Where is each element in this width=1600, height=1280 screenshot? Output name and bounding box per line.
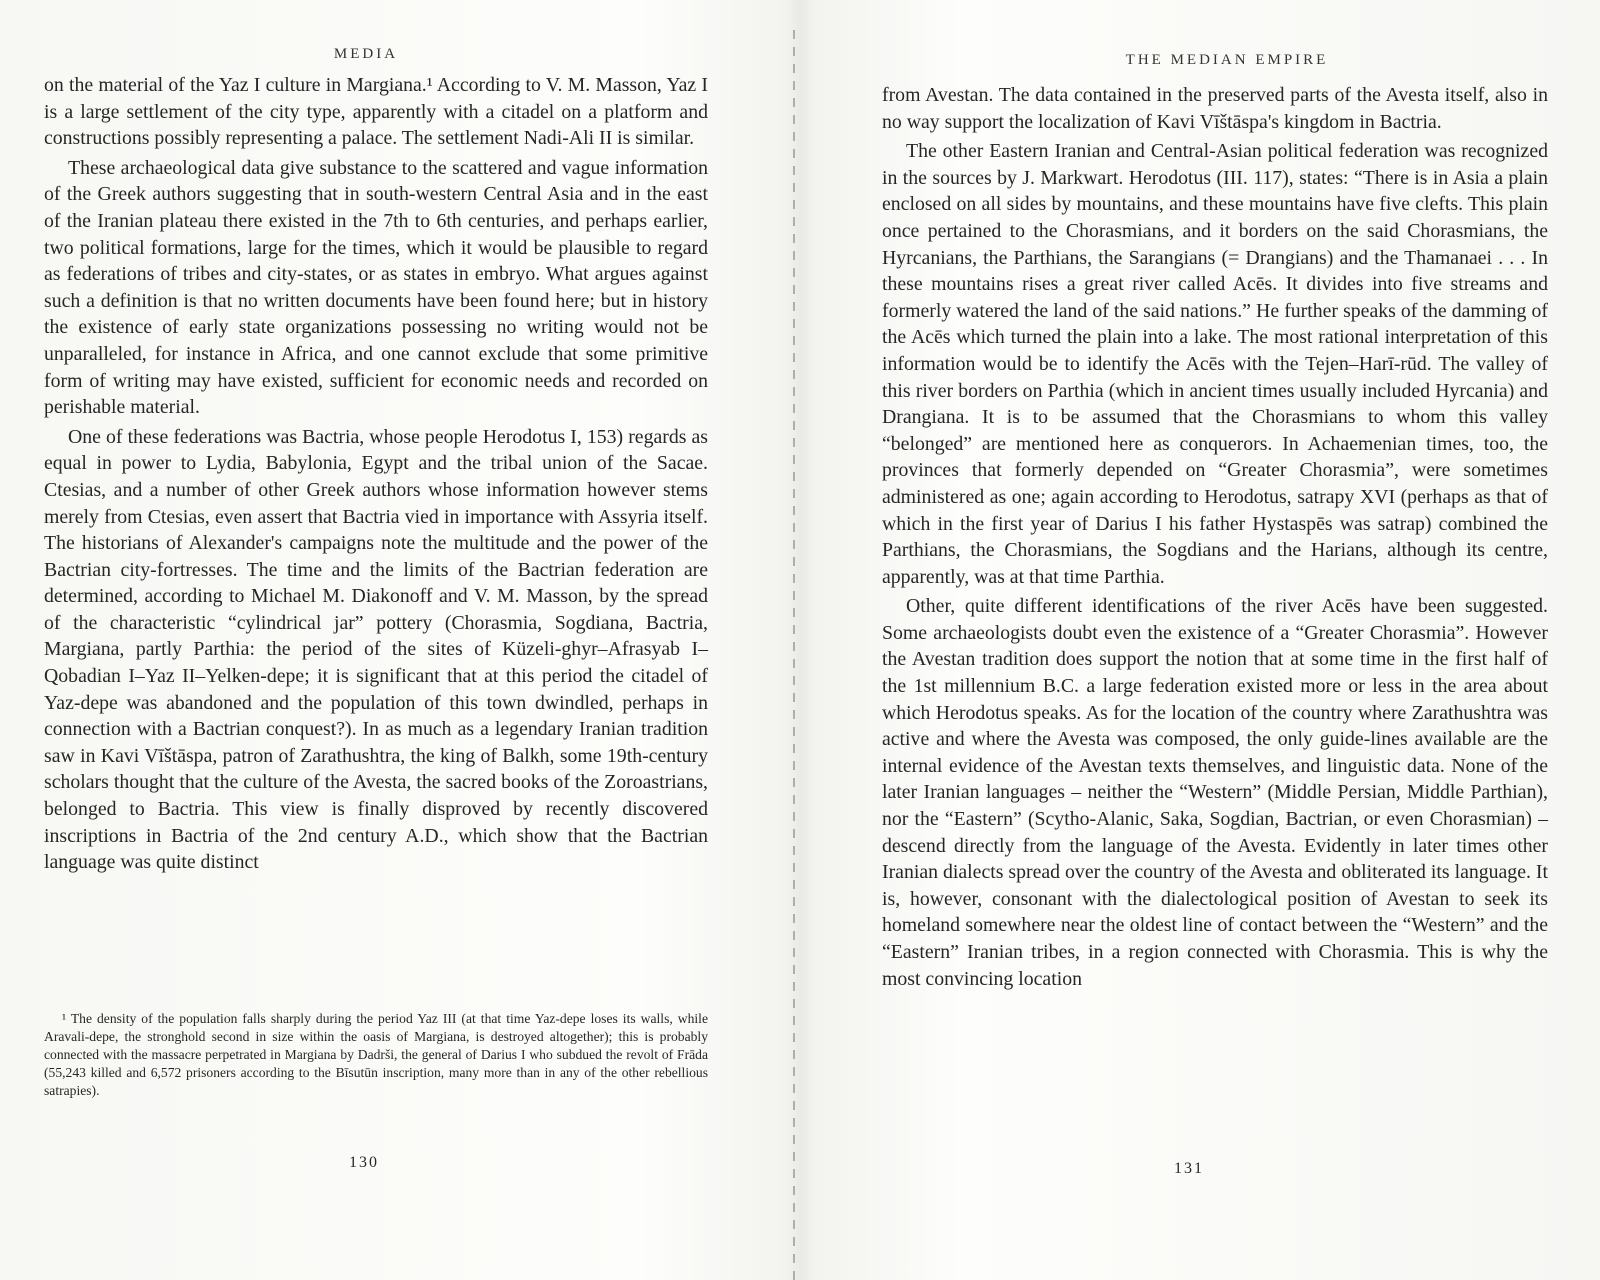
footnote: ¹ The density of the population falls sharply during the period Yaz III (at that time Yaz-depe loses its walls, while Aravali-depe, the stronghold second in size within the oasis of Margiana, is destroyed altogether); this is probably connected with the massacre perpetrated in Margiana by Dadrši, the general of Darius I who subdued the revolt of Frāda (55,243 killed and 6,572 prisoners according to the Bīsutūn inscription, many more than in any of the other rebellious satrapies). (44, 1011, 708, 1098)
paragraph: One of these federations was Bactria, whose people Herodotus I, 153) regards as equal in power to Lydia, Babylonia, Egypt and the tribal union of the Sacae. Ctesias, and a number of other Greek authors whose information however stems merely from Ctesias, even assert that Bactria vied in importance with Assyria itself. The historians of Alexander's campaigns note the multitude and the power of the Bactrian city-fortresses. The time and the limits of the Bactrian federation are determined, according to Michael M. Diakonoff and V. M. Masson, by the spread of the characteristic “cylindrical jar” pottery (Chorasmia, Sogdiana, Bactria, Margiana, partly Parthia: the period of the sites of Küzeli-ghyr–Afrasyab I–Qobadian I–Yaz II–Yelken-depe; it is significant that at this period the citadel of Yaz-depe was abandoned and the population of this town dwindled, perhaps in connection with a Bactrian conquest?). In as much as a legendary Iranian tradition saw in Kavi Vīštāspa, patron of Zarathushtra, the king of Balkh, some 19th-century scholars thought that the culture of the Avesta, the sacred books of the Zoroastrians, belonged to Bactria. This view is finally disproved by recently discovered inscriptions in Bactria of the 2nd century A.D., which show that the Bactrian language was quite distinct (44, 425, 708, 874)
body-text (882, 82, 1548, 992)
paragraph: from Avestan. The data contained in the preserved parts of the Avesta itself, also in no way support the localization of Kavi Vīštāspa's kingdom in Bactria. (882, 84, 1548, 133)
body-text (44, 72, 708, 876)
right-page (882, 0, 1548, 1280)
paragraph: These archaeological data give substance to the scattered and vague information of the Greek authors suggesting that in south-western Central Asia and in the east of the Iranian plateau there existed in the 7th to 6th centuries, and perhaps earlier, two political formations, large for the times, which it would be plausible to regard as federations of tribes and city-states, or as states in embryo. What argues against such a definition is that no written documents have been found here; but in history the existence of early state organizations possessing no writing would not be unparalleled, for instance in Africa, and one cannot exclude that some primitive form of writing may have existed, sufficient for economic needs and recorded on perishable material. (44, 156, 708, 419)
running-head: MEDIA (333, 46, 399, 62)
page-number: 131 (1174, 1160, 1204, 1177)
paragraph: The other Eastern Iranian and Central-Asian political federation was recognized in the sources by J. Markwart. Herodotus (III. 117), states: “There is in Asia a plain enclosed on all sides by mountains, and these mountains have five clefts. This plain once pertained to the Chorasmians, and it borders on the said Chorasmians, the Hyrcanians, the Parthians, the Sarangians (= Drangians) and the Thamanaei . . . In these mountains rises a great river called Acēs. It divides into five streams and formerly watered the land of the said nations.” He further speaks of the damming of the Acēs which turned the plain into a lake. The most rational interpretation of this information would be to identify the Acēs with the Tejen–Harī-rūd. The valley of this river borders on Parthia (which in ancient times usually included Hyrcania) and Drangiana. It is to be assumed that the Chorasmians to whom this valley “belonged” are mentioned here as conquerors. In Achaemenian times, too, the provinces that formerly depended on “Greater Chorasmia”, were sometimes administered as one; again according to Herodotus, satrapy XVI (perhaps as that of which in the first year of Darius I his father Hystaspēs was satrap) combined the Parthians, the Chorasmians, the Sogdians and the Harians, although its centre, apparently, was at that time Parthia. (882, 140, 1548, 588)
page-gutter (793, 30, 795, 1280)
paragraph: Other, quite different identifications of the river Acēs have been suggested. Some archaeologists doubt even the existence of a “Greater Chorasmia”. However the Avestan tradition does support the notion that at some time in the first half of the 1st millennium B.C. a large federation existed more or less in the area about which Herodotus speaks. As for the location of the country where Zarathushtra was active and where the Avesta was composed, the only guide-lines available are the internal evidence of the Avestan texts themselves, and linguistic data. None of the later Iranian languages – neither the “Western” (Middle Persian, Middle Parthian), nor the “Eastern” (Scytho-Alanic, Saka, Sogdian, Bactrian, or even Chorasmian) – descend directly from the language of the Avesta. Evidently in later times other Iranian dialects spread over the country of the Avesta and obliterated its language. It is, however, consonant with the dialectological position of Avestan to seek its homeland somewhere near the oldest line of contact between the “Western” and the “Eastern” Iranian tribes, in a region connected with Chorasmia. This is why the most convincing location (882, 595, 1548, 990)
page-number: 130 (349, 1154, 379, 1171)
paragraph: on the material of the Yaz I culture in Margiana.¹ According to V. M. Masson, Yaz I is a large settlement of the city type, apparently with a citadel on a platform and constructions possibly representing a palace. The settlement Nadi-Ali II is similar. (44, 74, 708, 150)
left-page (44, 0, 708, 1280)
running-head: THE MEDIAN EMPIRE (1125, 52, 1329, 68)
